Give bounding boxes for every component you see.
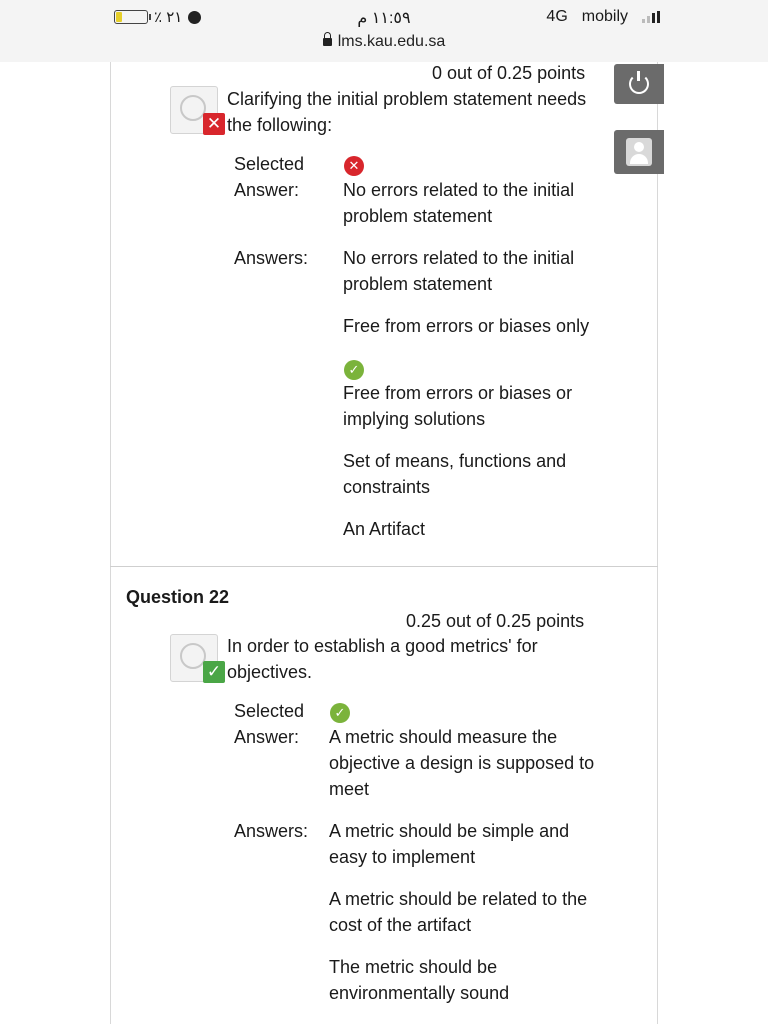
signal-icon xyxy=(642,11,660,23)
q21-answer-1-line2: problem statement xyxy=(343,274,493,294)
incorrect-icon: ✕ xyxy=(203,113,225,135)
q22-answer-3-line2: environmentally sound xyxy=(329,983,510,1003)
status-right xyxy=(546,8,660,26)
q22-answers-label: Answers: xyxy=(234,821,309,841)
q22-text-line2: objectives. xyxy=(227,662,313,682)
q22-status xyxy=(170,634,222,682)
question-divider xyxy=(110,566,658,567)
wrong-answer-icon: ✕ xyxy=(344,156,364,176)
q21-answer-1-line1: No errors related to the initial xyxy=(343,248,575,268)
url-text: lms.kau.edu.sa xyxy=(337,33,446,50)
profile-button[interactable] xyxy=(614,130,664,174)
q21-answer-4-line2: constraints xyxy=(343,477,431,497)
q22-selected-answer-line1: A metric should measure the xyxy=(329,727,558,747)
q22-title: Question 22 xyxy=(126,587,230,607)
q21-selected-label: Selected xyxy=(234,154,305,174)
avatar-icon xyxy=(626,138,652,166)
address-bar[interactable] xyxy=(0,33,768,51)
q22-selected-answer-line2: objective a design is supposed to xyxy=(329,753,595,773)
q21-selected-answer-line2: problem statement xyxy=(343,206,493,226)
q21-points: 0 out of 0.25 points xyxy=(432,63,586,83)
q21-answers-label: Answers: xyxy=(234,248,309,268)
correct-answer-icon: ✓ xyxy=(344,360,364,380)
battery-percent: ٪ ٢١ xyxy=(154,9,183,26)
q22-answer-label: Answer: xyxy=(234,727,300,747)
carrier-name: mobily xyxy=(581,8,628,25)
q22-answer-2-line2: cost of the artifact xyxy=(329,915,472,935)
q21-text-line2: the following: xyxy=(227,115,333,135)
correct-icon: ✓ xyxy=(203,661,225,683)
q22-answer-1-line1: A metric should be simple and xyxy=(329,821,570,841)
q21-answer-5: An Artifact xyxy=(343,519,426,539)
lock-icon xyxy=(323,38,332,46)
q22-answer-2-line1: A metric should be related to the xyxy=(329,889,588,909)
q21-answer-label: Answer: xyxy=(234,180,300,200)
clock: ١١:٥٩ م xyxy=(357,10,411,27)
network-type: 4G xyxy=(546,8,568,25)
q21-selected-answer-line1: No errors related to the initial xyxy=(343,180,575,200)
status-bar xyxy=(0,0,768,62)
power-icon xyxy=(629,74,649,94)
q21-text-line1: Clarifying the initial problem statement needs xyxy=(227,89,587,109)
q22-text-line1: In order to establish a good metrics' for xyxy=(227,636,538,656)
logout-button[interactable] xyxy=(614,64,664,104)
q22-points: 0.25 out of 0.25 points xyxy=(406,611,585,631)
q22-selected-answer-line3: meet xyxy=(329,779,370,799)
q22-selected-label: Selected xyxy=(234,701,305,721)
q21-status xyxy=(170,86,222,134)
q21-answer-3-line2: implying solutions xyxy=(343,409,486,429)
q22-answer-1-line2: easy to implement xyxy=(329,847,476,867)
q21-answer-3-line1: Free from errors or biases or xyxy=(343,383,573,403)
correct-answer-icon: ✓ xyxy=(330,703,350,723)
q21-answer-4-line1: Set of means, functions and xyxy=(343,451,567,471)
q21-answer-2: Free from errors or biases only xyxy=(343,316,590,336)
q22-answer-3-line1: The metric should be xyxy=(329,957,498,977)
